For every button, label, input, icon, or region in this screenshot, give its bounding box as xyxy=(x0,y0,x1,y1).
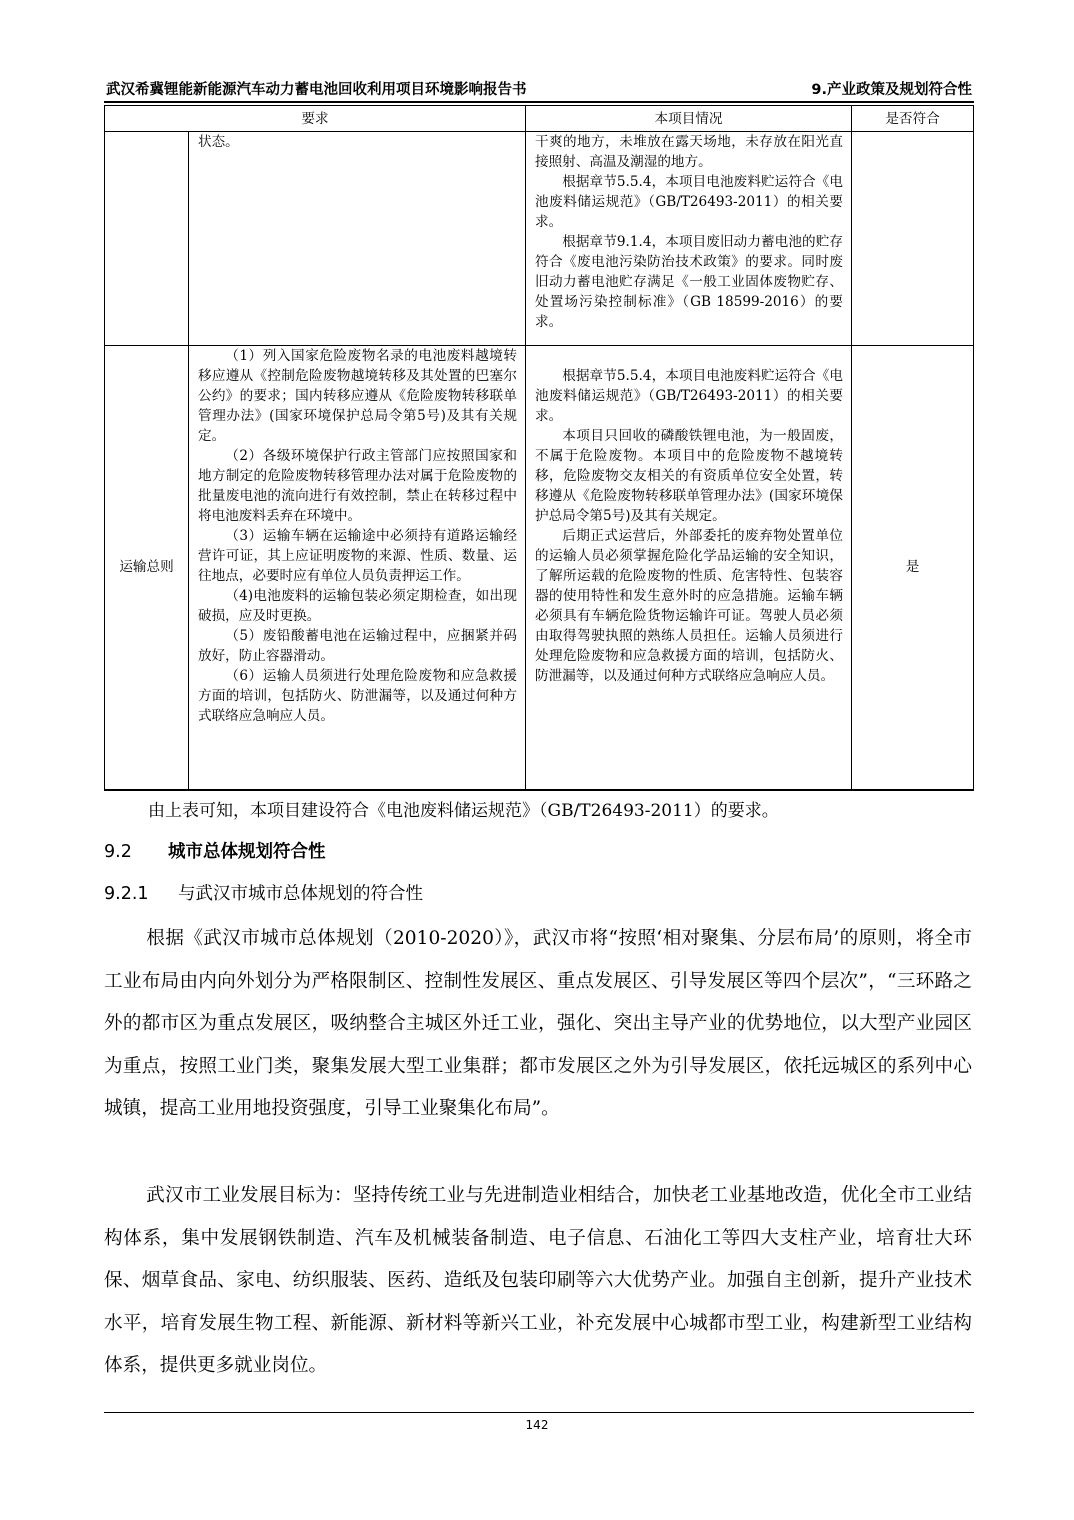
table-header-row xyxy=(105,106,974,132)
header-rule xyxy=(104,101,974,103)
project-cell xyxy=(526,346,852,790)
project-text: 后期正式运营后，外部委托的废弃物处置单位的运输人员必须掌握危险化学品运输的安全知识，了解所运载的危险废物的性质、危害特性、包装容器的使用特性和发生意外时的应急措施。运输车辆必须具有车辆危险货物运输许可证。驾驶人员必须由取得驾驶执照的熟练人员担任。运输人员须进行处理危险废物和应急救援方面的培训，包括防火、防泄漏等，以及通过何种方式联络应急响应人员。 xyxy=(535,528,843,684)
requirement-text: （2）各级环境保护行政主管部门应按照国家和地方制定的危险废物转移管理办法对属于危险废物的批量废电池的流向进行有效控制，禁止在转移过程中将电池废料丢弃在环境中。 xyxy=(198,448,517,524)
table-row xyxy=(105,346,974,790)
requirement-cell xyxy=(189,346,526,790)
project-text: 根据章节5.5.4，本项目电池废料贮运符合《电池废料储运规范》（GB/T26493-2011）的相关要求。 xyxy=(535,174,843,230)
body-paragraph xyxy=(104,1175,972,1388)
requirement-text: （3）运输车辆在运输途中必须持有道路运输经营许可证，其上应证明废物的来源、性质、数量、运往地点，必要时应有单位人员负责押运工作。 xyxy=(198,528,517,584)
requirement-text: 状态。 xyxy=(198,134,239,150)
section-heading-9-2 xyxy=(104,838,326,863)
comply-cell-empty xyxy=(852,132,974,346)
section-number: 9.2 xyxy=(104,842,132,862)
paragraph-text: 武汉市工业发展目标为：坚持传统工业与先进制造业相结合，加快老工业基地改造，优化全市工业结构体系，集中发展钢铁制造、汽车及机械装备制造、电子信息、石油化工等四大支柱产业，培育壮大环保、烟草食品、家电、纺织服装、医药、造纸及包装印刷等六大优势产业。加强自主创新，提升产业技术水平，培育发展生物工程、新能源、新材料等新兴工业，补充发展中心城都市型工业，构建新型工业结构体系，提供更多就业岗位。 xyxy=(104,1185,972,1377)
requirement-text: （1）列入国家危险废物名录的电池废料越境转移应遵从《控制危险废物越境转移及其处置的巴塞尔公约》的要求；国内转移应遵从《危险废物转移联单管理办法》(国家环境保护总局令第5号)及其有关规定。 xyxy=(198,348,517,444)
row-label: 运输总则 xyxy=(105,346,189,790)
col-header-comply: 是否符合 xyxy=(852,106,974,132)
section-number: 9.2.1 xyxy=(104,884,149,904)
requirement-cell xyxy=(189,132,526,346)
requirement-text: （5）废铅酸蓄电池在运输过程中，应捆紧并码放好，防止容器滑动。 xyxy=(198,628,517,664)
document-title: 武汉希冀锂能新能源汽车动力蓄电池回收利用项目环境影响报告书 xyxy=(106,82,527,98)
requirements-table xyxy=(104,105,974,791)
section-heading-title: 城市总体规划符合性 xyxy=(168,842,326,862)
section-heading-9-2-1 xyxy=(104,880,423,905)
project-cell xyxy=(526,132,852,346)
footer-rule xyxy=(104,1412,974,1413)
project-text: 根据章节9.1.4，本项目废旧动力蓄电池的贮存符合《废电池污染防治技术政策》的要求。同时废旧动力蓄电池贮存满足《一般工业固体废物贮存、处置场污染控制标准》（GB 18599-2016）的要求。 xyxy=(535,234,843,330)
paragraph-text: 根据《武汉市城市总体规划（2010-2020）》，武汉市将“按照‘相对聚集、分层布局’的原则，将全市工业布局由内向外划分为严格限制区、控制性发展区、重点发展区、引导发展区等四个层次”，“三环路之外的都市区为重点发展区，吸纳整合主城区外迁工业，强化、突出主导产业的优势地位，以大型产业园区为重点，按照工业门类，聚集发展大型工业集群；都市发展区之外为引导发展区，依托远城区的系列中心城镇，提高工业用地投资强度，引导工业聚集化布局”。 xyxy=(104,928,972,1120)
col-header-requirement: 要求 xyxy=(105,106,526,132)
section-title: 9.产业政策及规划符合性 xyxy=(811,82,972,98)
requirement-text: （6）运输人员须进行处理危险废物和应急救援方面的培训，包括防火、防泄漏等，以及通过何种方式联络应急响应人员。 xyxy=(198,668,517,724)
body-paragraph xyxy=(104,918,972,1131)
table-row xyxy=(105,132,974,346)
section-heading-title: 与武汉市城市总体规划的符合性 xyxy=(178,884,423,904)
table-conclusion-note: 由上表可知，本项目建设符合《电池废料储运规范》（GB/T26493-2011）的要求。 xyxy=(148,801,779,821)
page-header xyxy=(104,76,974,100)
row-label-empty xyxy=(105,132,189,346)
page-number: 142 xyxy=(525,1418,549,1432)
comply-cell: 是 xyxy=(852,346,974,790)
project-text: 本项目只回收的磷酸铁锂电池，为一般固废，不属于危险废物。本项目中的危险废物不越境转移，危险废物交友相关的有资质单位安全处置，转移遵从《危险废物转移联单管理办法》(国家环境保护总局令第5号)及其有关规定。 xyxy=(535,428,843,524)
project-text: 根据章节5.5.4，本项目电池废料贮运符合《电池废料储运规范》（GB/T26493-2011）的相关要求。 xyxy=(535,368,843,424)
col-header-project: 本项目情况 xyxy=(526,106,852,132)
project-text: 干爽的地方，未堆放在露天场地，未存放在阳光直接照射、高温及潮湿的地方。 xyxy=(535,134,843,170)
requirement-text: （4)电池废料的运输包装必须定期检查，如出现破损，应及时更换。 xyxy=(198,588,517,624)
